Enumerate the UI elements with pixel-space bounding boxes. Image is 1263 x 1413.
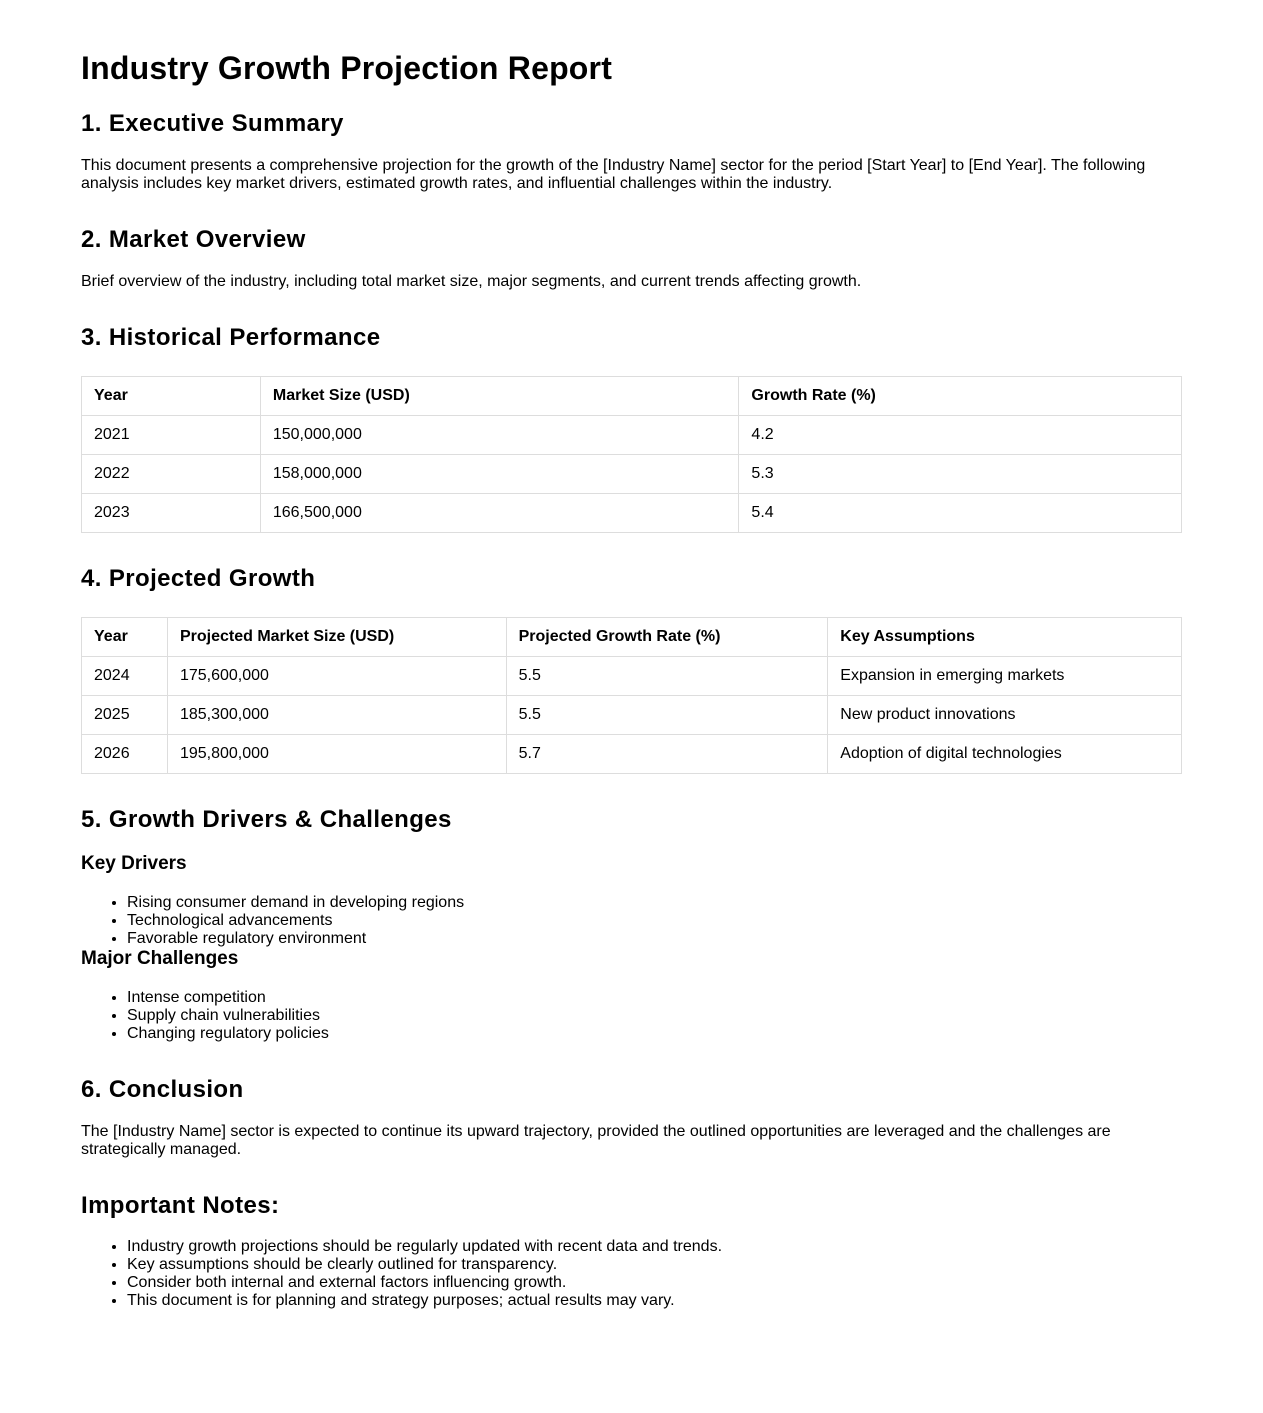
projected-growth-heading: 4. Projected Growth (81, 565, 316, 592)
table-header-row (82, 618, 1182, 657)
table-cell: 5.5 (506, 657, 828, 696)
table-cell: 5.3 (739, 455, 1182, 494)
table-cell: Adoption of digital technologies (828, 735, 1182, 774)
column-header: Key Assumptions (828, 618, 1182, 657)
market-overview-text: Brief overview of the industry, including total market size, major segments, and current trends affecting growth. (81, 273, 862, 290)
historical-performance-heading: 3. Historical Performance (81, 324, 381, 351)
table-cell: Expansion in emerging markets (828, 657, 1182, 696)
key-drivers-heading: Key Drivers (81, 853, 187, 874)
list-item: • Consider both internal and external factors influencing growth. (127, 1274, 1182, 1292)
major-challenges-heading: Major Challenges (81, 948, 239, 969)
column-header: Year (82, 377, 261, 416)
executive-summary-heading: 1. Executive Summary (81, 110, 344, 137)
market-overview-heading: 2. Market Overview (81, 226, 306, 253)
column-header: Projected Growth Rate (%) (506, 618, 828, 657)
table-row (82, 494, 1182, 533)
table-cell: 5.5 (506, 696, 828, 735)
column-header: Market Size (USD) (260, 377, 739, 416)
executive-summary-text: This document presents a comprehensive projection for the growth of the [Industry Name] sector for the period [Start Year] to [End Year]. The following analysis includes key market drivers, estimated growth rates, and influential challenges within the industry. (81, 157, 1146, 192)
list-item: • Supply chain vulnerabilities (127, 1007, 1182, 1025)
table-cell: 2023 (82, 494, 261, 533)
table-cell: 166,500,000 (260, 494, 739, 533)
major-challenges-list (81, 989, 1182, 1043)
list-item: • Industry growth projections should be regularly updated with recent data and trends. (127, 1238, 1182, 1256)
table-cell: 2022 (82, 455, 261, 494)
table-row (82, 735, 1182, 774)
table-cell: 185,300,000 (167, 696, 506, 735)
list-item: • Key assumptions should be clearly outlined for transparency. (127, 1256, 1182, 1274)
table-cell: 150,000,000 (260, 416, 739, 455)
list-item: • Changing regulatory policies (127, 1025, 1182, 1043)
table-row (82, 416, 1182, 455)
historical-performance-table (81, 376, 1182, 533)
table-cell: 2026 (82, 735, 168, 774)
key-drivers-list (81, 894, 1182, 948)
list-item: • Intense competition (127, 989, 1182, 1007)
table-cell: 175,600,000 (167, 657, 506, 696)
table-cell: 2025 (82, 696, 168, 735)
table-cell: 4.2 (739, 416, 1182, 455)
list-item: • Favorable regulatory environment (127, 930, 1182, 948)
table-cell: 195,800,000 (167, 735, 506, 774)
drivers-challenges-heading: 5. Growth Drivers & Challenges (81, 806, 452, 833)
important-notes-heading: Important Notes: (81, 1192, 280, 1219)
column-header: Year (82, 618, 168, 657)
column-header: Growth Rate (%) (739, 377, 1182, 416)
important-notes-list (81, 1238, 1182, 1310)
projected-growth-table (81, 617, 1182, 774)
table-cell: 2021 (82, 416, 261, 455)
table-cell: 158,000,000 (260, 455, 739, 494)
table-row (82, 455, 1182, 494)
table-cell: 5.4 (739, 494, 1182, 533)
list-item: • This document is for planning and strategy purposes; actual results may vary. (127, 1292, 1182, 1310)
table-header-row (82, 377, 1182, 416)
table-cell: New product innovations (828, 696, 1182, 735)
list-item: • Technological advancements (127, 912, 1182, 930)
column-header: Projected Market Size (USD) (167, 618, 506, 657)
table-cell: 5.7 (506, 735, 828, 774)
table-cell: 2024 (82, 657, 168, 696)
table-row (82, 696, 1182, 735)
report-content (81, 0, 1182, 1309)
conclusion-text: The [Industry Name] sector is expected to continue its upward trajectory, provided the outlined opportunities are leveraged and the challenges are strategically managed. (81, 1123, 1111, 1158)
conclusion-heading: 6. Conclusion (81, 1076, 244, 1103)
table-row (82, 657, 1182, 696)
page-title: Industry Growth Projection Report (81, 50, 613, 86)
list-item: • Rising consumer demand in developing regions (127, 894, 1182, 912)
